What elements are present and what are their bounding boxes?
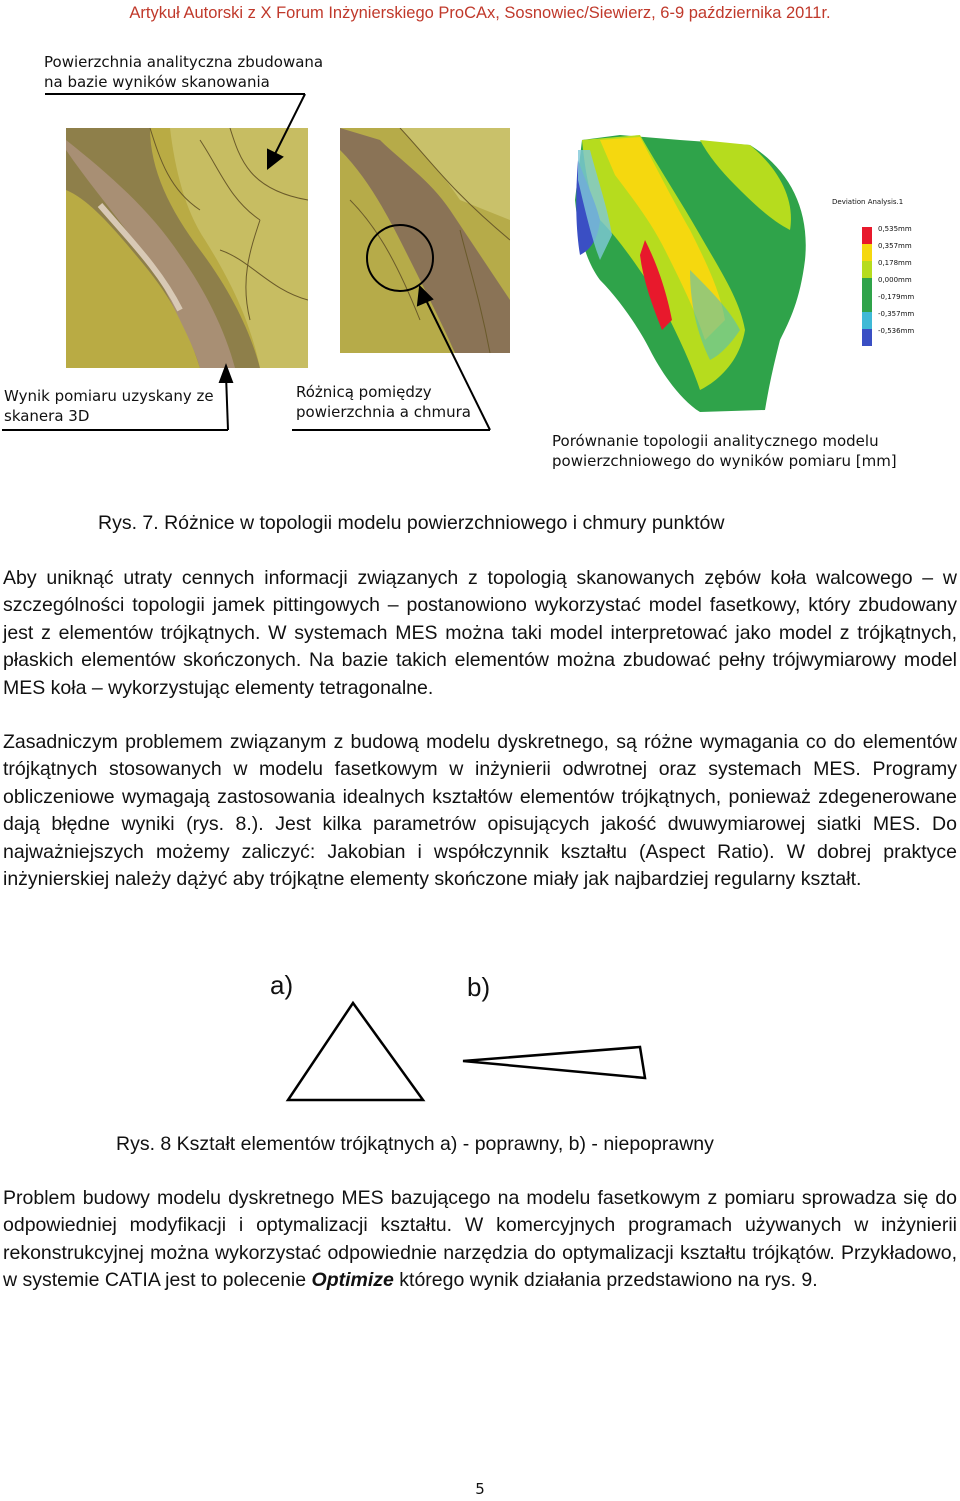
- label-analytic-surface: Powierzchnia analityczna zbudowana na bazie wyników skanowania: [44, 53, 324, 91]
- page-number: 5: [475, 1480, 485, 1498]
- deviation-legend: [862, 227, 872, 346]
- legend-value: -0,179mm: [878, 293, 915, 301]
- legend-value: 0,000mm: [878, 276, 912, 284]
- command-optimize: Optimize: [311, 1269, 394, 1292]
- figure-8-caption: Rys. 8 Kształt elementów trójkątnych a) - poprawny, b) - niepoprawny: [116, 1133, 714, 1155]
- figure-7: [0, 38, 960, 478]
- legend-value: -0,536mm: [878, 327, 915, 335]
- legend-value: -0,357mm: [878, 310, 915, 318]
- triangle-degenerate: [463, 1047, 645, 1078]
- paragraph-3: Problem budowy modelu dyskretnego MES bazującego na modelu fasetkowym z pomiaru sprowadza się do odpowiedniej modyfikacji i optymalizacji kształtu. W komercyjnych programach używanych w inżynierii rekonstrukcyjnej można wykorzystać odpowiednie narzędzia do optymalizacji kształtu trójkątów. Przykładowo, w systemie CATIA jest to polecenie Optimize którego wynik działania przedstawiono na rys. 9.: [3, 1187, 957, 1292]
- scan-panel-middle: [340, 128, 510, 353]
- legend-value: 0,357mm: [878, 242, 912, 250]
- label-difference: Różnicą pomiędzy powierzchnia a chmura: [296, 383, 471, 421]
- legend-value: 0,535mm: [878, 225, 912, 233]
- deviation-analysis-title: Deviation Analysis.1: [832, 198, 904, 206]
- label-a: a): [270, 970, 294, 1000]
- legend-value: 0,178mm: [878, 259, 912, 267]
- label-topology-comparison: Porównanie topologii analitycznego modelu powierzchniowego do wyników pomiaru [mm]: [552, 432, 897, 470]
- label-b: b): [467, 972, 491, 1002]
- triangle-correct: [288, 1003, 423, 1100]
- figure-7-caption: Rys. 7. Różnice w topologii modelu powierzchniowego i chmury punktów: [98, 512, 725, 534]
- deviation-map: [575, 135, 806, 412]
- paragraph-1: Aby uniknąć utraty cennych informacji związanych z topologią skanowanych zębów koła walcowego – w szczególności topologii jamek pittingowych – postanowiono wykorzystać model fasetkowy, który zbudowany jest z elementów trójkątnych. W systemach MES można taki model interpretować jako model z trójkątnych, płaskich elementów skończonych. Na bazie takich elementów można zbudować pełny trójwymiarowy model MES koła – wykorzystując elementy tetragonalne.: [3, 567, 957, 699]
- page-header: Artykuł Autorski z X Forum Inżynierskiego ProCAx, Sosnowiec/Siewierz, 6-9 października 2011r.: [129, 4, 831, 22]
- paragraph-2: Zasadniczym problemem związanym z budową modelu dyskretnego, są różne wymagania co do elementów trójkątnych stosowanych w modelu fasetkowym w inżynierii odwrotnej oraz systemach MES. Programy obliczeniowe wymagają zastosowania idealnych kształtów elementów trójkątnych, ponieważ zdegenerowane dają błędne wyniki (rys. 8.). Jest kilka parametrów opisujących jakość dwuwymiarowej siatki MES. Do najważniejszych możemy zaliczyć: Jakobian i współczynnik kształtu (Aspect Ratio). W dobrej praktyce inżynierskiej należy dążyć aby trójkątne elementy skończone miały jak najbardziej regularny kształt.: [3, 731, 957, 891]
- label-scan-result: Wynik pomiaru uzyskany ze skanera 3D: [4, 387, 214, 425]
- figure-8: [0, 965, 960, 1115]
- legend-values: [878, 221, 914, 340]
